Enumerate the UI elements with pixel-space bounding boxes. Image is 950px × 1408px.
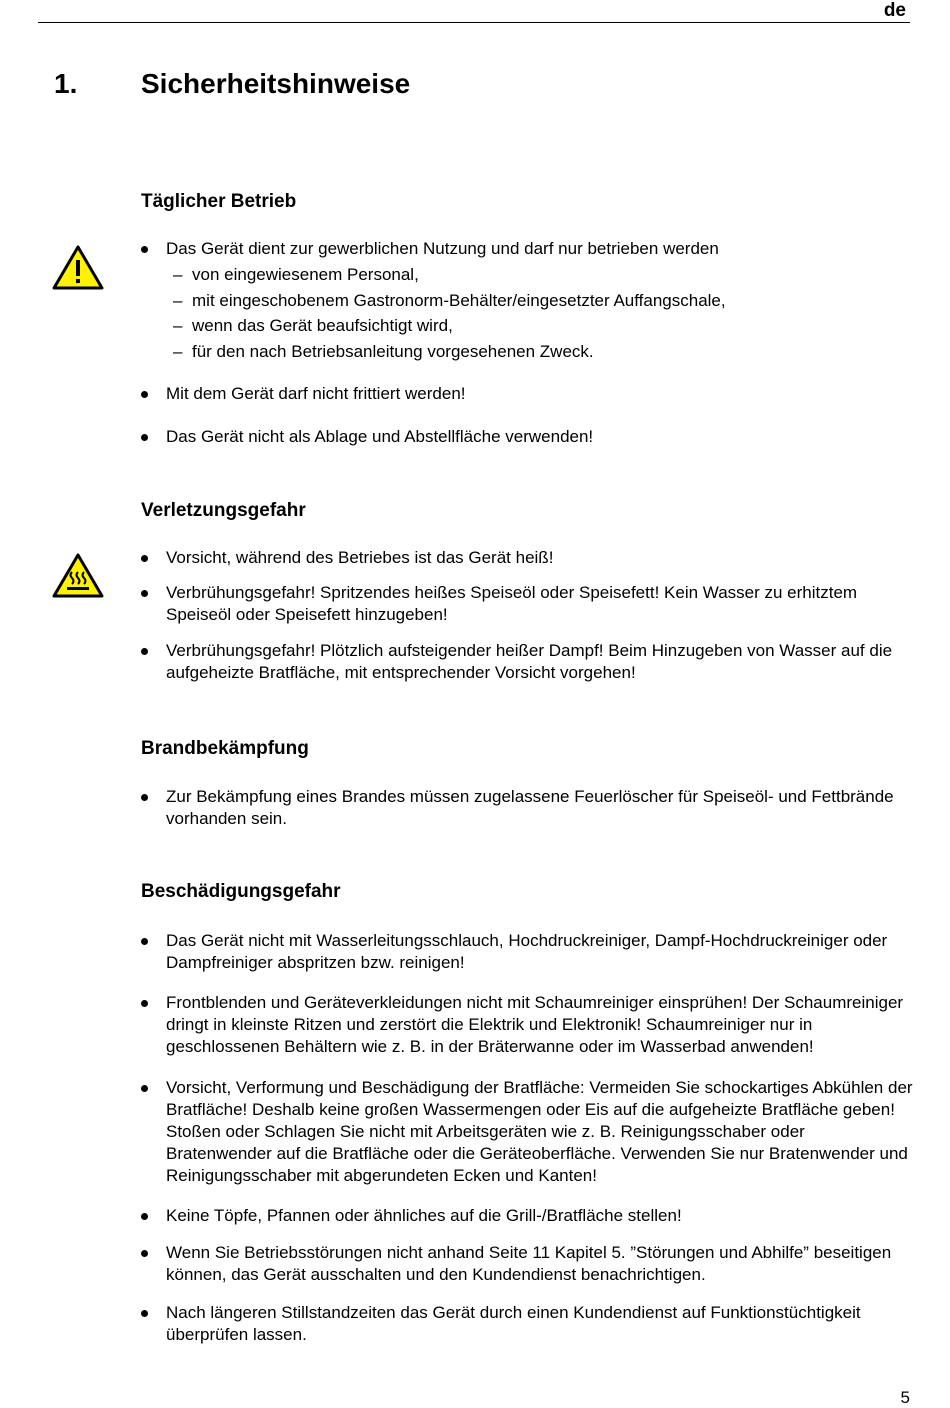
- dash-marker: –: [173, 316, 183, 335]
- bullet-text: Nach längeren Stillstandzeiten das Gerät durch einen Kundendienst auf Funktionstüchtigkeit überprüfen lassen.: [166, 1303, 861, 1344]
- dash-marker: –: [173, 290, 183, 310]
- bullet-text: Mit dem Gerät darf nicht frittiert werden!: [166, 384, 466, 403]
- bullet-dot: [141, 794, 148, 801]
- bullet-text: Das Gerät nicht mit Wasserleitungsschlauch, Hochdruckreiniger, Dampf-Hochdruckreiniger oder Dampfreiniger abspritzen bzw. reinigen!: [166, 931, 888, 972]
- bullet-dot: [141, 1085, 148, 1092]
- bullet-item: [141, 1205, 913, 1227]
- bullet-text: Das Gerät nicht als Ablage und Abstellfläche verwenden!: [166, 427, 594, 446]
- bullet-dot: [141, 938, 148, 945]
- section-heading-beschaedigungsgefahr: Beschädigungsgefahr: [141, 881, 341, 902]
- bullet-text: Verbrühungsgefahr! Plötzlich aufsteigender heißer Dampf! Beim Hinzugeben von Wasser auf die aufgeheizte Bratfläche, mit entsprechender Vorsicht vorgehen!: [166, 641, 893, 682]
- bullet-text: Zur Bekämpfung eines Brandes müssen zugelassene Feuerlöscher für Speiseöl- und Fettbrände vorhanden sein.: [166, 787, 894, 828]
- sub-list-item: [166, 341, 913, 367]
- bullet-dot: [141, 555, 148, 562]
- sub-list-item: [166, 315, 913, 341]
- section-heading-verletzungsgefahr: Verletzungsgefahr: [141, 500, 306, 521]
- bullet-item: [141, 930, 913, 974]
- bullet-dot: [141, 1000, 148, 1007]
- bullet-item: [141, 426, 913, 448]
- bullet-item: [141, 640, 913, 684]
- section-heading-taeglicher-betrieb: Täglicher Betrieb: [141, 191, 297, 212]
- bullet-text: Das Gerät dient zur gewerblichen Nutzung und darf nur betrieben werden: [166, 239, 719, 258]
- language-label: de: [883, 0, 906, 21]
- bullet-dot: [141, 1310, 148, 1317]
- sub-list-item: [166, 264, 913, 290]
- bullet-dot: [141, 246, 148, 253]
- section-heading-brandbekaempfung: Brandbekämpfung: [141, 738, 309, 759]
- header-rule: [38, 22, 910, 23]
- warning-exclamation-icon: [52, 244, 104, 290]
- bullet-text: Vorsicht, Verformung und Beschädigung der Bratfläche: Vermeiden Sie schockartiges Abkühlen der Bratfläche! Deshalb keine großen Wassermengen oder Eis auf die aufgeheizte Bratfläche geben! Stoßen oder Schlagen Sie nicht mit Arbeitsgeräten wie z. B. Reinigungsschaber oder Bratenwender auf die Bratfläche oder die Geräteoberfläche. Verwenden Sie nur Bratenwender und Reinigungsschaber mit abgerundeten Ecken und Kanten!: [166, 1078, 913, 1185]
- page-number: 5: [900, 1388, 910, 1407]
- bullet-item: [141, 992, 913, 1058]
- bullet-item: [141, 547, 913, 569]
- sub-list-item: [166, 290, 913, 316]
- sub-list-text: mit eingeschobenem Gastronorm-Behälter/eingesetzter Auffangschale,: [192, 290, 726, 310]
- chapter-title: Sicherheitshinweise: [141, 68, 411, 99]
- bullet-dot: [141, 590, 148, 597]
- bullet-dot: [141, 391, 148, 398]
- sub-list-text: für den nach Betriebsanleitung vorgesehenen Zweck.: [192, 341, 594, 361]
- bullet-dot: [141, 648, 148, 655]
- sub-list-text: von eingewiesenem Personal,: [192, 265, 419, 284]
- bullet-item: [141, 1302, 913, 1346]
- dash-marker: –: [173, 265, 183, 284]
- bullet-text: Frontblenden und Geräteverkleidungen nicht mit Schaumreiniger einsprühen! Der Schaumreiniger dringt in kleinste Ritzen und zerstört die Elektrik und Elektronik! Schaumreiniger nur in geschlossenen Behältern wie z. B. in der Bräterwanne oder im Wasserbad anwenden!: [166, 993, 904, 1056]
- chapter-number: 1.: [54, 68, 78, 99]
- bullet-text: Vorsicht, während des Betriebes ist das Gerät heiß!: [166, 548, 554, 567]
- sub-list-text: wenn das Gerät beaufsichtigt wird,: [192, 316, 453, 335]
- bullet-item: [141, 238, 913, 366]
- hot-surface-warning-icon: [52, 552, 104, 598]
- bullet-dot: [141, 1250, 148, 1257]
- bullet-item: [141, 1242, 913, 1286]
- bullet-text: Wenn Sie Betriebsstörungen nicht anhand Seite 11 Kapitel 5. ”Störungen und Abhilfe” beseitigen können, das Gerät ausschalten und den Kundendienst benachrichtigen.: [166, 1243, 892, 1284]
- bullet-item: [141, 786, 913, 830]
- bullet-item: [141, 1077, 913, 1187]
- bullet-dot: [141, 1213, 148, 1220]
- bullet-text: Verbrühungsgefahr! Spritzendes heißes Speiseöl oder Speisefett! Kein Wasser zu erhitztem Speiseöl oder Speisefett hinzugeben!: [166, 583, 858, 624]
- bullet-item: [141, 582, 913, 626]
- bullet-text: Keine Töpfe, Pfannen oder ähnliches auf die Grill-/Bratfläche stellen!: [166, 1206, 682, 1225]
- bullet-dot: [141, 434, 148, 441]
- dash-marker: –: [173, 341, 183, 361]
- bullet-item: [141, 383, 913, 405]
